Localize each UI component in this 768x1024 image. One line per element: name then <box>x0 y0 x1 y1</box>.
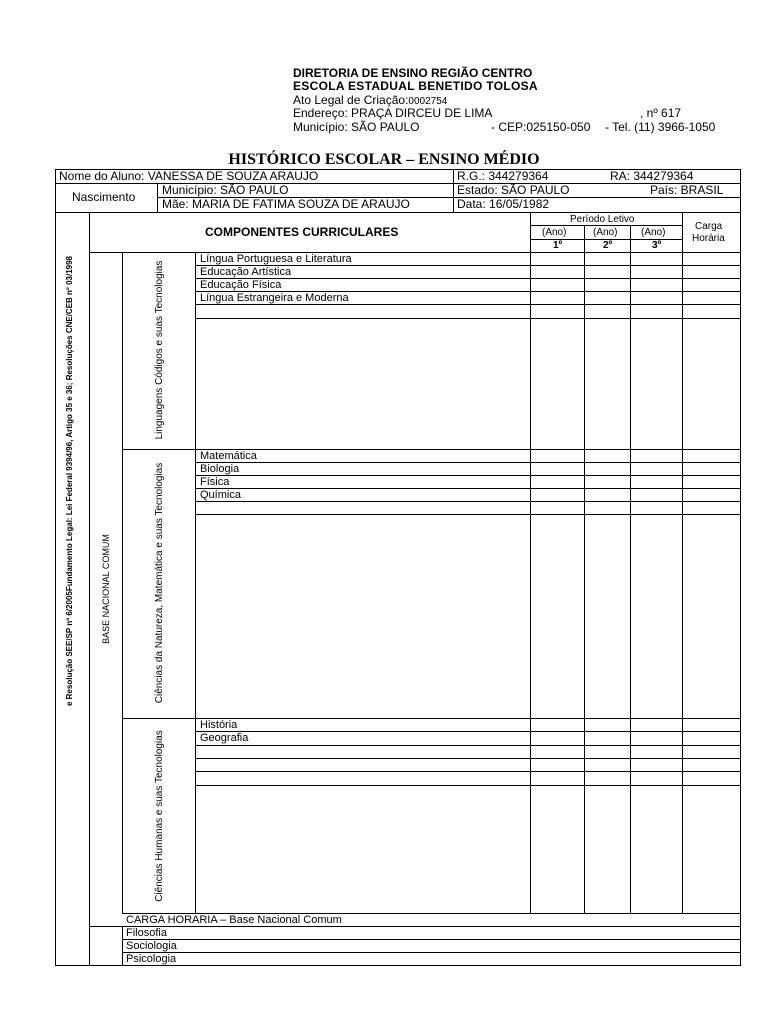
extra-subject-1: Filosofia <box>126 927 167 939</box>
area3-label: Ciências Humanas e suas Tecnologias <box>154 730 165 902</box>
endereco-value: PRAÇA DIRCEU DE LIMA <box>351 106 493 120</box>
subject-3-1: História <box>200 719 238 731</box>
header-escola: ESCOLA ESTADUAL BENETIDO TOLOSA <box>293 79 538 93</box>
subject-2-2: Biologia <box>200 463 240 475</box>
side-legal-note: e Resolução SEE/SP nº 6/2005Fundamento Legal: Lei Federal 9394/96, Artigo 35 e 36; Resoluções CNE/CEB nº 03/1998 <box>65 256 74 707</box>
municipio-label: Município: <box>293 120 348 134</box>
subject-1-4: Língua Estrangeira e Moderna <box>200 292 349 304</box>
nome-label: Nome do Aluno: <box>59 169 145 183</box>
ano-label-2: (Ano) <box>593 227 618 238</box>
year-1: 1º <box>553 240 563 251</box>
nome-value: VANESSA DE SOUZA ARAUJO <box>147 169 319 183</box>
nasc-municipio: Município: SÃO PAULO <box>162 183 289 197</box>
endereco-label: Endereço: <box>293 106 348 120</box>
periodo-header: Período Letivo <box>570 214 635 225</box>
subject-2-1: Matemática <box>200 450 257 462</box>
subject-3-2: Geografia <box>200 732 249 744</box>
header-cep: - CEP:025150-050 <box>491 120 591 134</box>
subject-1-1: Língua Portuguesa e Literatura <box>200 253 352 265</box>
ano-label-1: (Ano) <box>542 227 567 238</box>
page-title: HISTÓRICO ESCOLAR – ENSINO MÉDIO <box>228 151 540 168</box>
header-diretoria: DIRETORIA DE ENSINO REGIÃO CENTRO <box>293 66 533 80</box>
mae: Mãe: MARIA DE FATIMA SOUZA DE ARAUJO <box>162 197 410 211</box>
municipio-value: SÃO PAULO <box>351 120 420 134</box>
area1-label: Linguagens Códigos e suas Tecnologias <box>154 260 165 440</box>
subject-1-3: Educação Física <box>200 279 282 291</box>
carga-total-label: CARGA HORARIA – Base Nacional Comum <box>126 914 342 926</box>
subject-1-2: Educação Artística <box>200 266 292 278</box>
area2-label: Ciências da Natureza, Matemática e suas Tecnologias <box>154 462 165 704</box>
nasc-pais: País: BRASIL <box>650 183 724 197</box>
componentes-header: COMPONENTES CURRICULARES <box>205 225 399 239</box>
ato-label: Ato Legal de Criação: <box>293 93 409 107</box>
base-nacional-label: BASE NACIONAL COMUM <box>101 534 111 644</box>
nome-aluno <box>59 170 318 183</box>
year-2: 2º <box>603 240 613 251</box>
carga-header-2: Horária <box>692 233 725 244</box>
nascimento-label: Nascimento <box>72 190 136 204</box>
ano-label-3: (Ano) <box>641 227 666 238</box>
header-tel: - Tel. (11) 3966-1050 <box>605 120 716 134</box>
header-endereco <box>293 107 492 120</box>
data-nascimento: Data: 16/05/1982 <box>457 197 550 211</box>
ato-value: 0002754 <box>408 96 448 107</box>
extra-subject-3: Psicologia <box>126 953 177 965</box>
nasc-estado: Estado: SÃO PAULO <box>457 183 570 197</box>
subject-2-3: Física <box>200 476 230 488</box>
year-3: 3º <box>652 240 662 251</box>
carga-header-1: Carga <box>695 221 723 232</box>
ra: RA: 344279364 <box>610 169 694 183</box>
extra-subject-2: Sociologia <box>126 940 177 952</box>
header-municipio <box>293 121 420 134</box>
subject-2-4: Química <box>200 489 241 501</box>
header-numero: , nº 617 <box>640 106 682 120</box>
rg: R.G.: 344279364 <box>457 169 549 183</box>
